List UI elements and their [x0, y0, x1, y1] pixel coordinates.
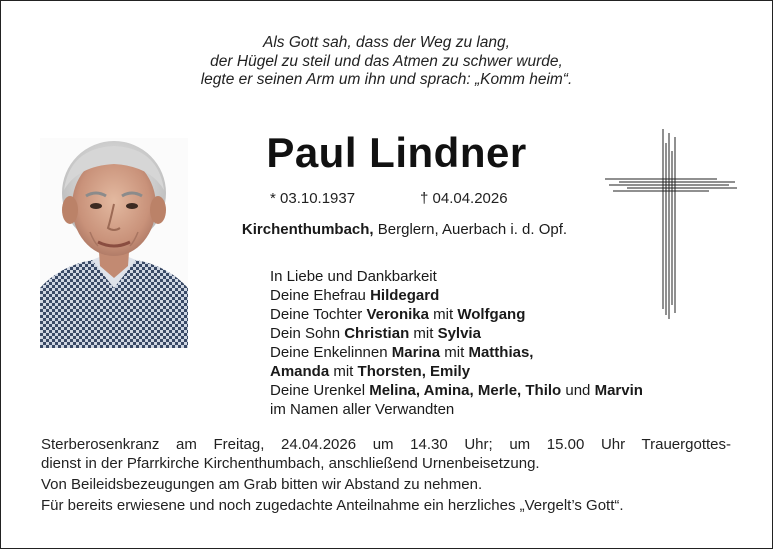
mourners-list — [270, 267, 643, 419]
mourner-line: Deine Ehefrau Hildegard — [270, 287, 440, 304]
birth-date: * 03.10.1937 — [270, 190, 356, 207]
mourner-line: im Namen aller Verwandten — [270, 401, 455, 418]
poem — [1, 34, 772, 90]
mourner-line: Deine Urenkel Melina, Amina, Merle, Thilo und Marvin — [270, 382, 643, 399]
condolence-note: Von Beileidsbezeugungen am Grab bitten wir Abstand zu nehmen. — [41, 476, 483, 493]
thanks-note: Für bereits erwiesene und noch zugedachte Anteilnahme ein herzliches „Vergelt’s Gott“. — [41, 497, 624, 514]
mourner-line: Deine Enkelinnen Marina mit Matthias, — [270, 344, 534, 361]
footer-notice — [41, 435, 731, 515]
poem-line: Als Gott sah, dass der Weg zu lang, — [263, 34, 510, 51]
mourner-line: Amanda mit Thorsten, Emily — [270, 363, 471, 380]
mourner-line: Deine Tochter Veronika mit Wolfgang — [270, 306, 526, 323]
mourner-line: In Liebe und Dankbarkeit — [270, 268, 437, 285]
service-info-line: dienst in der Pfarrkirche Kirchenthumbach, anschließend Urnenbeisetzung. — [41, 455, 540, 472]
mourner-line: Dein Sohn Christian mit Sylvia — [270, 325, 481, 342]
deceased-name: Paul Lindner — [266, 129, 527, 176]
service-info-line: Sterberosenkranz am Freitag, 24.04.2026 um 14.30 Uhr; um 15.00 Uhr Trauergottes- — [41, 436, 731, 453]
death-date: † 04.04.2026 — [420, 190, 508, 207]
poem-line: der Hügel zu steil und das Atmen zu schwer wurde, — [210, 52, 563, 70]
place-main: Kirchenthumbach, — [241, 221, 374, 238]
place-rest: Berglern, Auerbach i. d. Opf. — [373, 221, 568, 238]
poem-line: legte er seinen Arm um ihn und sprach: „Komm heim“. — [200, 71, 573, 88]
